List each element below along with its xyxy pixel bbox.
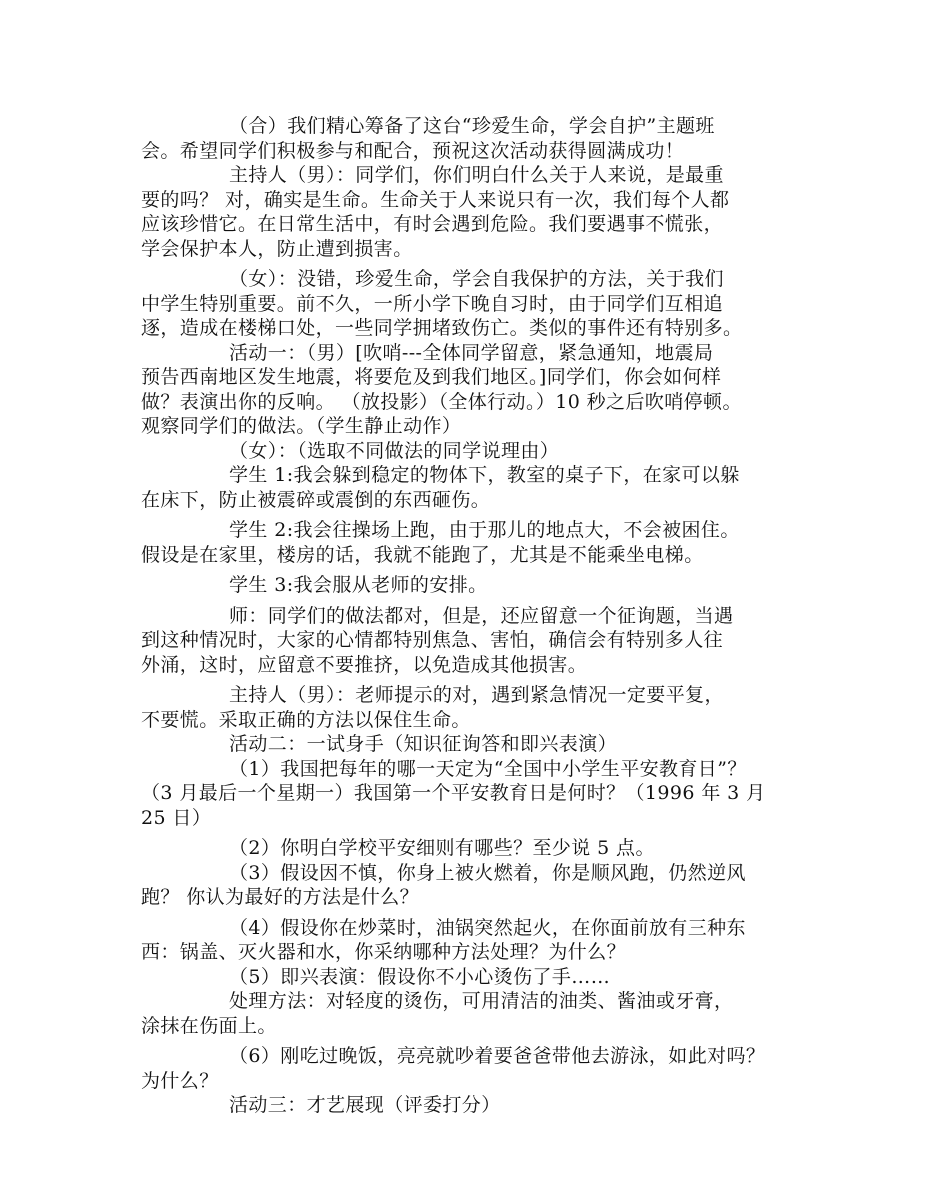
text-line: 会。希望同学们积极参与和配合，预祝这次活动获得圆满成功！: [141, 139, 685, 162]
text-line: 活动一：（男）[吹哨---全体同学留意，紧急通知，地震局: [229, 341, 714, 364]
text-line: （女）：（选取不同做法的同学说理由）: [229, 439, 560, 462]
text-line: 跑？ 你认为最好的方法是什么？: [141, 886, 420, 908]
text-line: （1）我国把每年的哪一天定为“全国中小学生平安教育日”？: [229, 757, 747, 780]
text-line: 假设是在家里，楼房的话，我就不能跑了，尤其是不能乘坐电梯。: [141, 543, 704, 566]
text-line: 主持人（男）：老师提示的对，遇到紧急情况一定要平复，: [229, 684, 724, 706]
text-line: 活动三：才艺展现（评委打分）: [229, 1094, 501, 1116]
text-line: 学生 1:我会躲到稳定的物体下，教室的桌子下，在家可以躲: [229, 464, 740, 486]
text-line: 到这种情况时，大家的心情都特别焦急、害怕，确信会有特别多人往: [141, 629, 724, 651]
text-line: 外涌，这时，应留意不要推挤，以免造成其他损害。: [141, 653, 588, 676]
text-line: 学生 3:我会服从老师的安排。: [229, 574, 488, 596]
text-line: 在床下，防止被震碎或震倒的东西砸伤。: [141, 488, 491, 511]
text-line: （3）假设因不慎，你身上被火燃着，你是顺风跑，仍然逆风: [229, 861, 746, 884]
text-line: 活动二：一试身手（知识征询答和即兴表演）: [229, 733, 618, 755]
text-line: 学生 2:我会往操场上跑，由于那儿的地点大，不会被困住。: [229, 519, 740, 541]
text-line: （5）即兴表演：假设你不小心烫伤了手……: [229, 965, 611, 988]
text-line: （2）你明白学校平安细则有哪些？至少说 5 点。: [229, 837, 655, 859]
text-line: （6）刚吃过晚饭，亮亮就吵着要爸爸带他去游泳，如此对吗？: [229, 1045, 766, 1067]
text-line: 预告西南地区发生地震，将要危及到我们地区。]同学们，你会如何样: [141, 366, 722, 388]
text-line: 为什么？: [141, 1069, 219, 1092]
text-line: 涂抹在伤面上。: [141, 1014, 277, 1037]
text-line: 要的吗？ 对，确实是生命。生命关于人来说只有一次，我们每个人都: [141, 188, 730, 211]
text-line: 主持人（男）：同学们，你们明白什么关于人来说，是最重: [229, 164, 724, 186]
text-line: 不要慌。采取正确的方法以保住生命。: [141, 708, 471, 731]
text-line: 中学生特别重要。前不久，一所小学下晚自习时，由于同学们互相追: [141, 292, 724, 315]
text-line: 应该珍惜它。在日常生活中，有时会遇到危险。我们要遇事不慌张，: [141, 213, 724, 235]
document-page: [141, 114, 831, 1118]
text-line: 学会保护本人，防止遭到损害。: [141, 237, 413, 260]
text-line: （合）我们精心筹备了这台“珍爱生命，学会自护”主题班: [229, 115, 715, 137]
text-line: 师：同学们的做法都对，但是，还应留意一个征询题，当遇: [229, 604, 734, 627]
text-line: 逐，造成在楼梯口处，一些同学拥堵致伤亡。类似的事件还有特别多。: [141, 317, 743, 339]
text-line: （3 月最后一个星期一）我国第一个平安教育日是何时？（1996 年 3 月: [141, 782, 766, 804]
text-line: 西：锅盖、灭火器和水，你采纳哪种方法处理？为什么？: [141, 941, 627, 963]
text-line: 25 日）: [141, 806, 212, 829]
text-line: 观察同学们的做法。（学生静止动作）: [141, 415, 462, 437]
text-line: （4）假设你在炒菜时，油锅突然起火，在你面前放有三种东: [229, 916, 746, 939]
text-line: 做？表演出你的反响。 （放投影）（全体行动。）10 秒之后吹哨停顿。: [141, 390, 742, 413]
text-line: （女）：没错，珍爱生命，学会自我保护的方法，关于我们: [229, 268, 724, 290]
text-line: 处理方法：对轻度的烫伤，可用清洁的油类、酱油或牙膏，: [229, 990, 734, 1012]
